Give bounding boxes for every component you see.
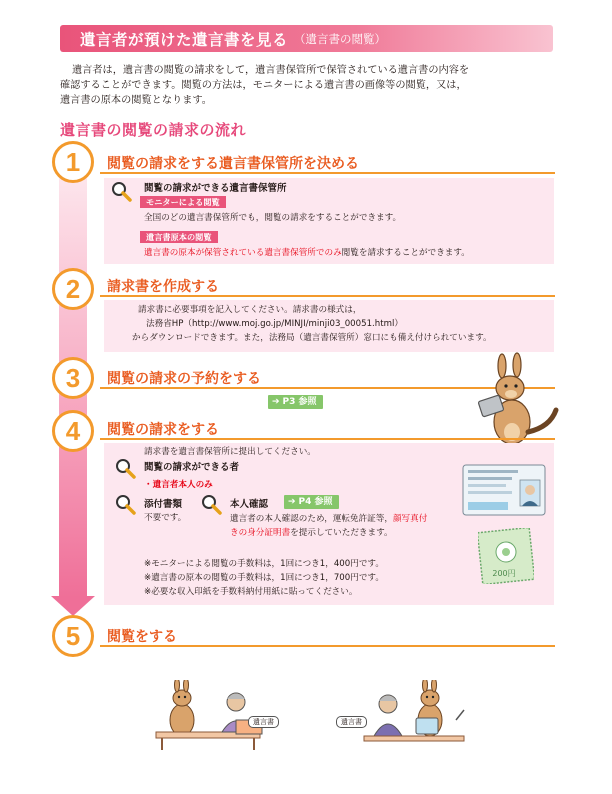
intro-line: 遺言書の原本の閲覧となります。 xyxy=(60,95,212,106)
identity-check-text xyxy=(230,512,427,526)
step-4-title: 閲覧の請求をする xyxy=(107,422,219,438)
step-5-underline xyxy=(100,645,555,647)
identity-text-red: 顔写真付 xyxy=(392,514,428,524)
who-can-request-heading: 閲覧の請求ができる者 xyxy=(144,462,240,473)
flow-heading: 遺言書の閲覧の請求の流れ xyxy=(60,121,247,139)
step-number-1: 1 xyxy=(52,141,94,183)
step-5-title: 閲覧をする xyxy=(107,629,177,645)
fee-note-monitor: ※モニターによる閲覧の手数料は，1回につき1，400円です。 xyxy=(144,559,384,569)
magnifier-icon xyxy=(114,457,136,479)
step-1-red-text: 遺言書の原本が保管されている遺言書保管所でのみ xyxy=(144,248,342,258)
step-2-url-line: 法務省HP（http://www.moj.go.jp/MINJI/minji03_00051.html） xyxy=(146,319,403,329)
step-3-title: 閲覧の請求の予約をする xyxy=(107,371,261,387)
attachments-heading: 添付書類 xyxy=(144,499,183,510)
page-title: 遺言者が預けた遺言書を見る xyxy=(80,30,289,49)
arrow-right-icon: ➔ xyxy=(288,497,296,507)
step-number-5: 5 xyxy=(52,615,94,657)
identity-check-heading: 本人確認 xyxy=(230,499,269,510)
page-title-bar xyxy=(60,25,553,52)
original-viewing-tag: 遺言書原本の閲覧 xyxy=(140,231,218,243)
viewing-scene-right-illustration xyxy=(360,680,470,752)
stamp-amount: 200円 xyxy=(492,569,516,578)
who-can-request-value: ・遺言者本人のみ xyxy=(144,480,213,490)
revenue-stamp-illustration xyxy=(478,528,534,584)
intro-paragraph xyxy=(60,63,550,108)
document-label-left: 遺言書 xyxy=(248,716,279,728)
step-1-underline xyxy=(100,172,555,174)
magnifier-icon xyxy=(114,493,136,515)
magnifier-icon xyxy=(110,180,132,202)
step-2-underline xyxy=(100,295,555,297)
step-1-panel xyxy=(104,178,554,264)
intro-line: 遺言者は，遺言書の閲覧の請求をして，遺言書保管所で保管されている遺言書の内容を xyxy=(72,65,470,76)
arrow-right-icon: ➔ xyxy=(272,397,280,407)
p4-reference-badge xyxy=(284,495,339,509)
identity-text-part: 遺言者の本人確認のため，運転免許証等， xyxy=(230,514,393,524)
magnifier-icon xyxy=(200,493,222,515)
step-1-rest-text: 閲覧を請求することができます。 xyxy=(341,248,470,258)
identity-check-text-2 xyxy=(230,526,393,540)
step-1-text-monitor: 全国のどの遺言書保管所でも，閲覧の請求をすることができます。 xyxy=(144,213,402,223)
identity-text-red: きの身分証明書 xyxy=(230,528,291,538)
step-1-heading: 閲覧の請求ができる遺言書保管所 xyxy=(144,183,287,194)
step-number-2: 2 xyxy=(52,268,94,310)
p3-reference-label: P3 参照 xyxy=(282,397,317,407)
step-2-line: からダウンロードできます。また，法務局（遺言書保管所）窓口にも備え付けられています。 xyxy=(132,333,492,343)
fee-note-stamp: ※必要な収入印紙を手数料納付用紙に貼ってください。 xyxy=(144,587,358,597)
page-subtitle: （遺言書の閲覧） xyxy=(294,31,387,46)
flow-arrowhead xyxy=(51,596,95,616)
step-number-3: 3 xyxy=(52,357,94,399)
id-card-illustration xyxy=(462,464,546,516)
document-label-right: 遺言書 xyxy=(336,716,367,728)
attachments-value: 不要です。 xyxy=(144,513,187,523)
step-4-underline xyxy=(100,438,555,440)
step-2-line: 請求書に必要事項を記入してください。請求書の様式は， xyxy=(138,305,362,315)
intro-line: 確認することができます。閲覧の方法は，モニターによる遺言書の画像等の閲覧，又は， xyxy=(60,80,467,91)
kangaroo-tablet-illustration xyxy=(462,352,562,452)
p3-reference-badge xyxy=(268,395,323,409)
step-2-title: 請求書を作成する xyxy=(107,279,219,295)
fee-note-original: ※遺言書の原本の閲覧の手数料は，1回につき1，700円です。 xyxy=(144,573,384,583)
monitor-viewing-tag: モニターによる閲覧 xyxy=(140,196,226,208)
step-1-title: 閲覧の請求をする遺言書保管所を決める xyxy=(107,156,359,172)
step-2-panel xyxy=(104,300,554,352)
step-4-line: 請求書を遺言書保管所に提出してください。 xyxy=(144,447,316,457)
identity-text-part: を提示していただきます。 xyxy=(290,528,393,538)
p4-reference-label: P4 参照 xyxy=(298,497,333,507)
step-number-4: 4 xyxy=(52,410,94,452)
step-1-text-original xyxy=(144,246,470,260)
